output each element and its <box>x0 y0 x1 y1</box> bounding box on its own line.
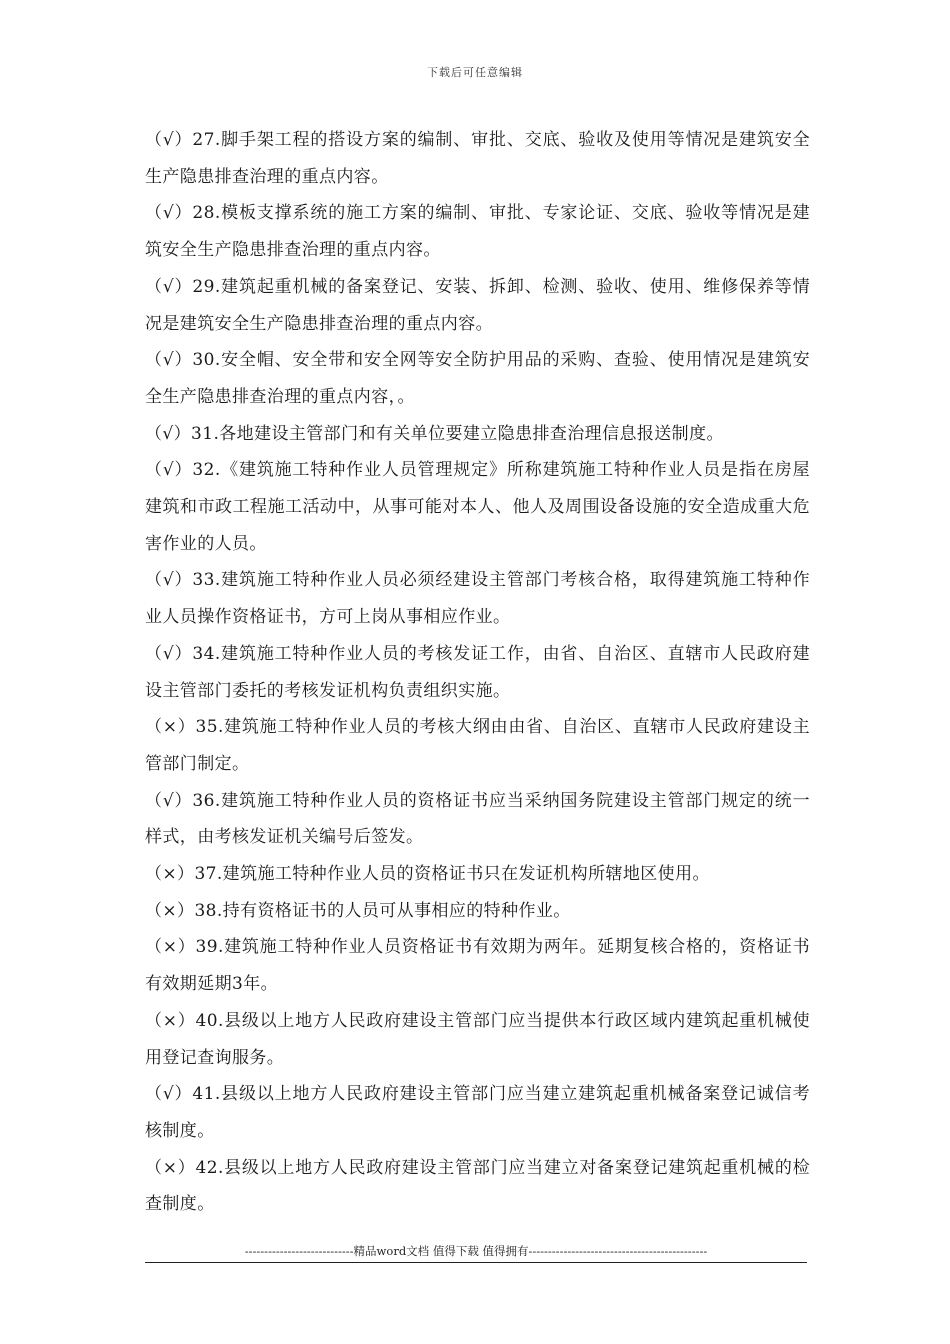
question-item-35: （×）35.建筑施工特种作业人员的考核大纲由由省、自治区、直辖市人民政府建设主管部门制定。 <box>145 717 810 774</box>
question-item-40: （×）40.县级以上地方人民政府建设主管部门应当提供本行政区域内建筑起重机械使用登记查询服务。 <box>145 1010 810 1068</box>
question-item-27: （√）27.脚手架工程的搭设方案的编制、审批、交底、验收及使用等情况是建筑安全生产隐患排查治理的重点内容。 <box>145 130 810 187</box>
question-item-42: （×）42.县级以上地方人民政府建设主管部门应当建立对备案登记建筑起重机械的检查制度。 <box>145 1157 810 1215</box>
question-item-41: （√）41.县级以上地方人民政府建设主管部门应当建立建筑起重机械备案登记诚信考核制度。 <box>145 1084 810 1141</box>
question-item-28: （√）28.模板支撑系统的施工方案的编制、审批、专家论证、交底、验收等情况是建筑安全生产隐患排查治理的重点内容。 <box>145 203 810 261</box>
question-item-38: （×）38.持有资格证书的人员可从事相应的特种作业。 <box>145 900 571 921</box>
question-item-34: （√）34.建筑施工特种作业人员的考核发证工作，由省、自治区、直辖市人民政府建设主管部门委托的考核发证机构负责组织实施。 <box>145 643 810 701</box>
question-item-31: （√）31.各地建设主管部门和有关单位要建立隐患排查治理信息报送制度。 <box>145 423 724 444</box>
document-body <box>145 122 810 1223</box>
question-item-39: （×）39.建筑施工特种作业人员资格证书有效期为两年。延期复核合格的，资格证书有效期延期3年。 <box>145 937 810 995</box>
question-item-29: （√）29.建筑起重机械的备案登记、安装、拆卸、检测、验收、使用、维修保养等情况是建筑安全生产隐患排查治理的重点内容。 <box>145 276 810 334</box>
page-footer: ----------------------------精品word文档 值得下载 值得拥有---------------------------------------------- <box>145 1243 807 1263</box>
page-header: 下载后可任意编辑 <box>427 66 523 79</box>
question-item-32: （√）32.《建筑施工特种作业人员管理规定》所称建筑施工特种作业人员是指在房屋建筑和市政工程施工活动中，从事可能对本人、他人及周围设备设施的安全造成重大危害作业的人员。 <box>145 460 810 554</box>
question-item-30: （√）30.安全帽、安全带和安全网等安全防护用品的采购、查验、使用情况是建筑安全生产隐患排查治理的重点内容，。 <box>145 350 810 407</box>
question-item-36: （√）36.建筑施工特种作业人员的资格证书应当采纳国务院建设主管部门规定的统一样式，由考核发证机关编号后签发。 <box>145 790 810 848</box>
question-item-37: （×）37.建筑施工特种作业人员的资格证书只在发证机构所辖地区使用。 <box>145 864 710 885</box>
question-item-33: （√）33.建筑施工特种作业人员必须经建设主管部门考核合格，取得建筑施工特种作业人员操作资格证书，方可上岗从事相应作业。 <box>145 570 810 628</box>
